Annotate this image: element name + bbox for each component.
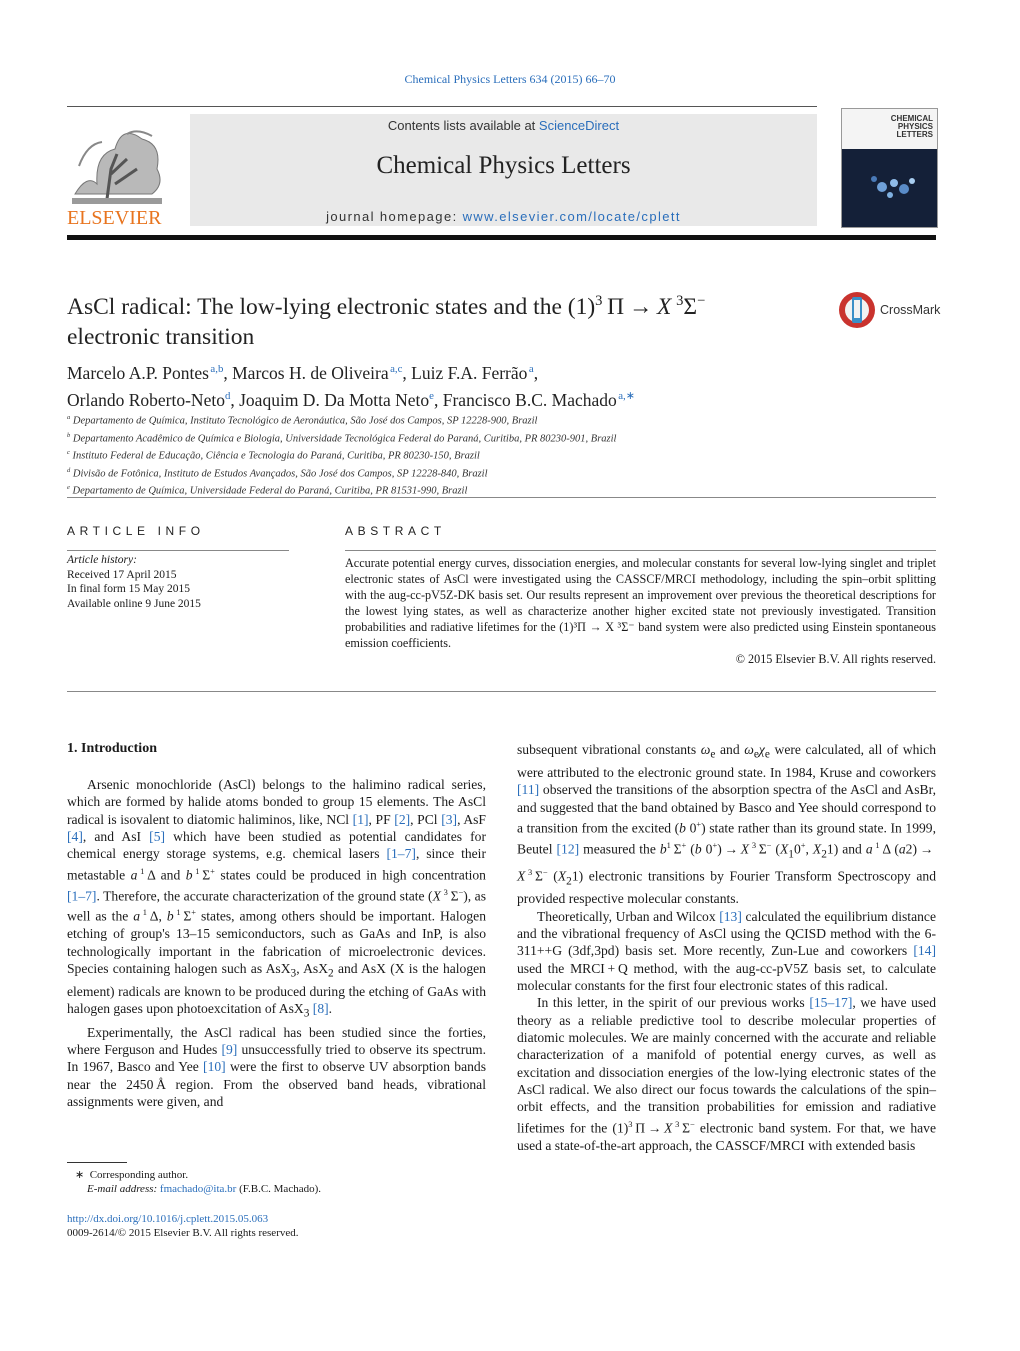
crossmark-label: CrossMark	[880, 303, 941, 317]
email-label: E-mail address:	[87, 1183, 160, 1195]
citation-link[interactable]: [1–7]	[386, 846, 416, 862]
footnote	[67, 1168, 487, 1196]
affiliation-item: $^e$ Departamento de Química, Universidade Federal do Paraná, Curitiba, PR 81531-990, Brazil	[67, 484, 468, 497]
citation-link[interactable]: [13]	[719, 908, 742, 924]
citation-link[interactable]: [5]	[149, 829, 166, 845]
paragraph: In this letter, in the spirit of our previous works [15–17], we have used theory as a reliable predictive tool to describe molecular properties of diatomic molecules. We are mainly concerned with the accurate and reliable characterization of a manifold of potential energy curves, as well as excitation and dissociation energies of the low-lying electronic states of the AsCl radical. We also direct our focus towards the calculations of the spin–orbit effects, and the transition probabilities for emission and radiative lifetimes for the $(1)^3$ Π → X $^3$ Σ− electronic band system. For that, we have used a state-of-the-art approach, the CASSCF/MRCI with extended basis	[517, 995, 936, 1153]
journal-cover-thumbnail[interactable]	[841, 108, 938, 228]
author-affil-sup[interactable]: a	[528, 363, 534, 375]
homepage-link[interactable]: www.elsevier.com/locate/cplett	[462, 209, 681, 224]
footnote-marker: ∗	[75, 1169, 85, 1181]
author-name[interactable]: Marcelo A.P. Pontes	[67, 362, 209, 383]
article-title: AsCl radical: The low-lying electronic states and the $(1)^3$ Π → X $^3$Σ− electronic transition	[67, 293, 706, 350]
author-name[interactable]: Francisco B.C. Machado	[442, 389, 617, 410]
homepage-label: journal homepage:	[326, 209, 463, 224]
issn-copyright: 0009-2614/© 2015 Elsevier B.V. All rights reserved.	[67, 1227, 299, 1239]
author-affil-sup[interactable]: d	[224, 389, 231, 402]
paragraph: Experimentally, the AsCl radical has been studied since the forties, where Ferguson and Hudes [9] unsuccessfully tried to observe its spectrum. In 1967, Basco and Yee [10] were the first to observe UV absorption bands near the 2450 Å region. From the observed band heads, vibrational assignments were given, and	[67, 1024, 486, 1109]
history-received: Received 17 April 2015	[67, 568, 177, 581]
abstract-rule	[345, 550, 936, 551]
article-info-rule	[67, 550, 289, 551]
citation-link[interactable]: [10]	[203, 1059, 226, 1075]
author-affil-sup[interactable]: a,b	[210, 363, 224, 375]
corresponding-author-note: Corresponding author.	[89, 1169, 189, 1181]
elsevier-logo	[67, 114, 167, 229]
paragraph: Theoretically, Urban and Wilcox [13] calculated the equilibrium distance and the vibrational frequency of AsCl using the QCISD method with the 6-311++G (3df,3pd) basis set. More recently, Zun-Lue and coworkers [14] used the MRCI + Q method, with the aug-cc-pV5Z basis set, to calculate molecular constants for the first four electronic states of this radical.	[517, 908, 936, 993]
header-bottom-rule	[67, 235, 936, 240]
journal-homepage	[190, 209, 817, 224]
citation-link[interactable]: [2]	[394, 811, 411, 827]
email-suffix: (F.B.C. Machado).	[236, 1183, 321, 1195]
contents-line	[190, 118, 817, 133]
body-column-left	[67, 776, 486, 1110]
history-label: Article history:	[67, 554, 137, 566]
journal-banner	[190, 114, 817, 226]
author-affil-sup[interactable]: a,∗	[618, 389, 635, 402]
cover-title: CHEMICAL PHYSICS LETTERS	[890, 114, 933, 139]
crossmark-icon	[838, 291, 878, 329]
journal-reference[interactable]: Chemical Physics Letters 634 (2015) 66–70	[404, 72, 616, 86]
abstract-heading: ABSTRACT	[345, 524, 446, 538]
citation-link[interactable]: [9]	[221, 1041, 238, 1057]
affiliation-item: $^a$ Departamento de Química, Instituto Tecnológico de Aeronáutica, São José dos Campos, SP 12228-900, Brazil	[67, 414, 538, 427]
doi-block	[67, 1212, 487, 1240]
article-info-heading: ARTICLE INFO	[67, 524, 205, 538]
affiliation-item: $^c$ Instituto Federal de Educação, Ciência e Tecnologia do Paraná, Curitiba, PR 80230-150, Brazil	[67, 449, 480, 462]
crossmark-badge[interactable]	[838, 291, 941, 329]
affiliations-rule	[67, 497, 936, 498]
abstract-text: Accurate potential energy curves, dissociation energies, and molecular constants for several low-lying singlet and triplet electronic states of AsCl were investigated using the CASSCF/MRCI methodology, including the spin–orbit splitting with the aug-cc-pV5Z-DK basis set. Our results represent an improvement over previous the theoretical descriptions for the lowest lying states, as well as characterize another higher excited state not previously investigated. Transition probabilities and radiative lifetimes for the (1)³Π → X ³Σ⁻ band system were also predicted using Einstein spontaneous emission coefficients.	[345, 556, 936, 650]
title-text-1: AsCl radical: The low-lying electronic states and the (1)	[67, 293, 596, 320]
citation-link[interactable]: [11]	[517, 782, 540, 798]
author-affil-sup[interactable]: a,c	[390, 363, 403, 375]
author-affil-sup[interactable]: e	[429, 389, 434, 402]
contents-prefix: Contents lists available at	[387, 118, 539, 133]
journal-title: Chemical Physics Letters	[376, 152, 631, 179]
section-heading-introduction: 1. Introduction	[67, 741, 157, 756]
abstract-body	[345, 555, 936, 667]
history-final-form: In final form 15 May 2015	[67, 583, 190, 595]
paragraph: Arsenic monochloride (AsCl) belongs to the halimino radical series, which are formed by halide atoms bonded to group 15 elements. The AsCl radical is isovalent to diatomic haliminos, like, NCl [1], PF [2], PCl [3], AsF [4], and AsI [5] which have been studied as potential candidates for chemical energy storage systems, e.g. chemical lasers [1–7], since their metastable a $^1$ Δ and b $^1$ Σ+ states could be produced in high concentration [1–7]. Therefore, the accurate characterization of the ground state (X $^3$ Σ−), as well as the a $^1$ Δ, b $^1$ Σ+ states, among others should be important. Halogen etching of group's 13–15 semiconductors, such as GaAs and InP, is also technologically important in the fabrication of microelectronic devices. Species containing halogen such as AsX$_3$, AsX$_2$ and AsX (X is the halogen element) radicals are known to be produced during the etching of GaAs with halogen gases upon photoexcitation of AsX$_3$ [8].	[67, 777, 487, 1021]
doi-link[interactable]: http://dx.doi.org/10.1016/j.cplett.2015.05.063	[67, 1213, 269, 1225]
email-link[interactable]: fmachado@ita.br	[159, 1183, 237, 1195]
abstract-bottom-rule	[67, 691, 936, 692]
history-online: Available online 9 June 2015	[67, 597, 201, 610]
author-name[interactable]: Luiz F.A. Ferrão	[411, 362, 528, 383]
author-name[interactable]: Orlando Roberto-Neto	[67, 389, 225, 410]
citation-link[interactable]: [4]	[67, 829, 83, 845]
citation-link[interactable]: [14]	[913, 943, 936, 959]
body-column-right	[517, 741, 936, 1154]
citation-link[interactable]: [15–17]	[809, 995, 853, 1011]
author-list: Marcelo A.P. Pontes $^{a,b}$, Marcos H. de Oliveira $^{a,c}$, Luiz F.A. Ferrão $^a$, Orlando Roberto-Neto$^d$, Joaquim D. Da Motta Neto$^e$, Francisco B.C. Machado $^{a,∗}$	[67, 362, 635, 410]
citation-link[interactable]: [12]	[556, 841, 580, 857]
sciencedirect-link[interactable]: ScienceDirect	[538, 118, 620, 133]
article-history	[67, 553, 287, 611]
affiliation-item: $^d$ Divisão de Fotônica, Instituto de Estudos Avançados, São José dos Campos, SP 12228-840, Brazil	[67, 466, 488, 479]
paragraph: subsequent vibrational constants $\omega_e$ and $\omega_e\chi_e$ were calculated, all of which were attributed to the electronic ground state. In 1984, Kruse and coworkers [11] observed the transitions of the absorption spectra of the AsCl and AsBr, and suggested that the band obtained by Basco and Yee should correspond to a transition from the excited (b 0+) state rather than its ground state. In 1999, Beutel [12] measured the $b^1$ Σ+ (b 0+) → X $^3$ Σ− ($X_10^+$, $X_21$) and a $^1$ Δ (a2) → X $^3$ Σ− $(X_21)$ electronic transitions by Fourier Transform Spectroscopy and provided respective molecular constants.	[517, 742, 937, 907]
header-top-rule	[67, 106, 817, 107]
citation-link[interactable]: [1]	[352, 811, 369, 827]
citation-link[interactable]: [8]	[312, 1001, 329, 1017]
affiliation-item: $^b$ Departamento Acadêmico de Química e Biologia, Universidade Tecnológica Federal do Paraná, Curitiba, PR 80230-901, Brazil	[67, 431, 617, 444]
citation-link[interactable]: [3]	[441, 811, 458, 827]
citation-link[interactable]: [1–7]	[67, 888, 97, 904]
affiliations	[67, 411, 937, 499]
author-name[interactable]: Joaquim D. Da Motta Neto	[239, 389, 430, 410]
author-name[interactable]: Marcos H. de Oliveira	[232, 362, 389, 383]
elsevier-wordmark: ELSEVIER	[67, 207, 162, 229]
title-text-2: electronic transition	[67, 323, 255, 350]
abstract-copyright: © 2015 Elsevier B.V. All rights reserved.	[735, 652, 936, 666]
cover-molecule-image	[842, 149, 937, 227]
footnote-rule	[67, 1162, 127, 1163]
